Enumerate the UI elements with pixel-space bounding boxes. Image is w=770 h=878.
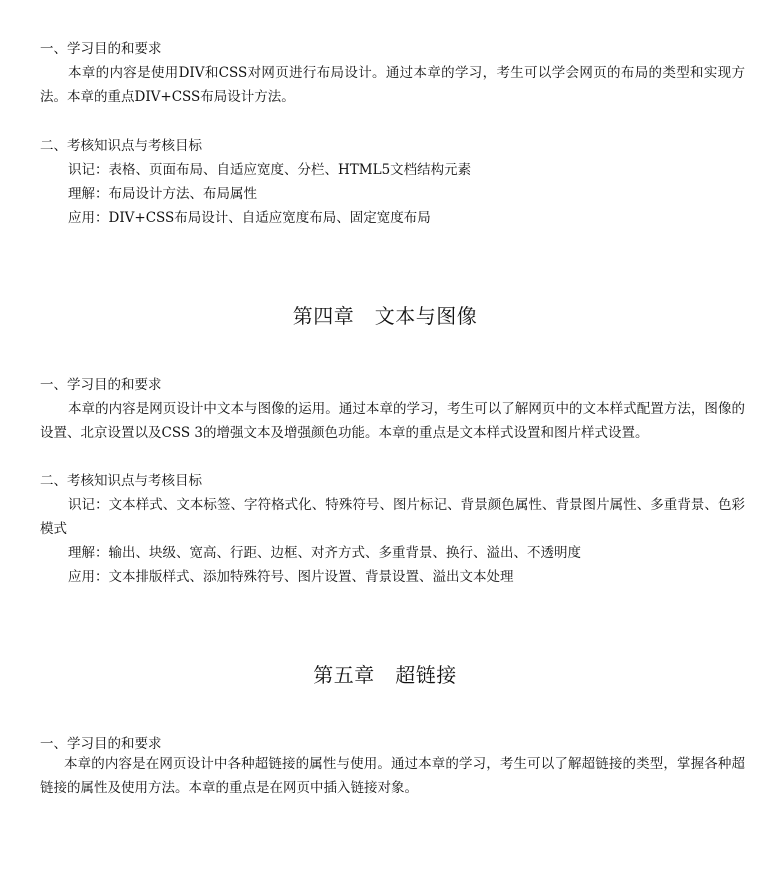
- section-heading-goals: 一、学习目的和要求: [40, 736, 162, 752]
- goals-paragraph: 本章的内容是在网页设计中各种超链接的属性与使用。通过本章的学习，考生可以了解超链接的类型，掌握各种超链接的属性及使用方法。本章的重点是在网页中插入链接对象。: [40, 756, 745, 796]
- apply-line: 应用：文本排版样式、添加特殊符号、图片设置、背景设置、溢出文本处理: [68, 569, 514, 585]
- apply-line: 应用：DIV+CSS布局设计、自适应宽度布局、固定宽度布局: [68, 210, 431, 226]
- recall-paragraph: 识记：文本样式、文本标签、字符格式化、特殊符号、图片标记、背景颜色属性、背景图片属性、多重背景、色彩模式: [40, 497, 745, 537]
- recall-line: 识记：表格、页面布局、自适应宽度、分栏、HTML5文档结构元素: [68, 162, 472, 178]
- chapter-title: 第五章 超链接: [313, 663, 457, 687]
- goals-paragraph: 本章的内容是网页设计中文本与图像的运用。通过本章的学习，考生可以了解网页中的文本样式配置方法，图像的设置、北京设置以及CSS 3的增强文本及增强颜色功能。本章的重点是文本样式设置和图片样式设置。: [40, 401, 745, 441]
- section-heading-assessment: 二、考核知识点与考核目标: [40, 138, 202, 154]
- section-heading-goals: 一、学习目的和要求: [40, 41, 162, 57]
- section-heading-assessment: 二、考核知识点与考核目标: [40, 473, 202, 489]
- goals-paragraph: 本章的内容是使用DIV和CSS对网页进行布局设计。通过本章的学习，考生可以学会网页的布局的类型和实现方法。本章的重点DIV+CSS布局设计方法。: [40, 65, 745, 105]
- section-heading-goals: 一、学习目的和要求: [40, 377, 162, 393]
- understand-line: 理解：布局设计方法、布局属性: [68, 186, 257, 202]
- chapter-title: 第四章 文本与图像: [292, 304, 478, 328]
- understand-line: 理解：输出、块级、宽高、行距、边框、对齐方式、多重背景、换行、溢出、不透明度: [68, 545, 581, 561]
